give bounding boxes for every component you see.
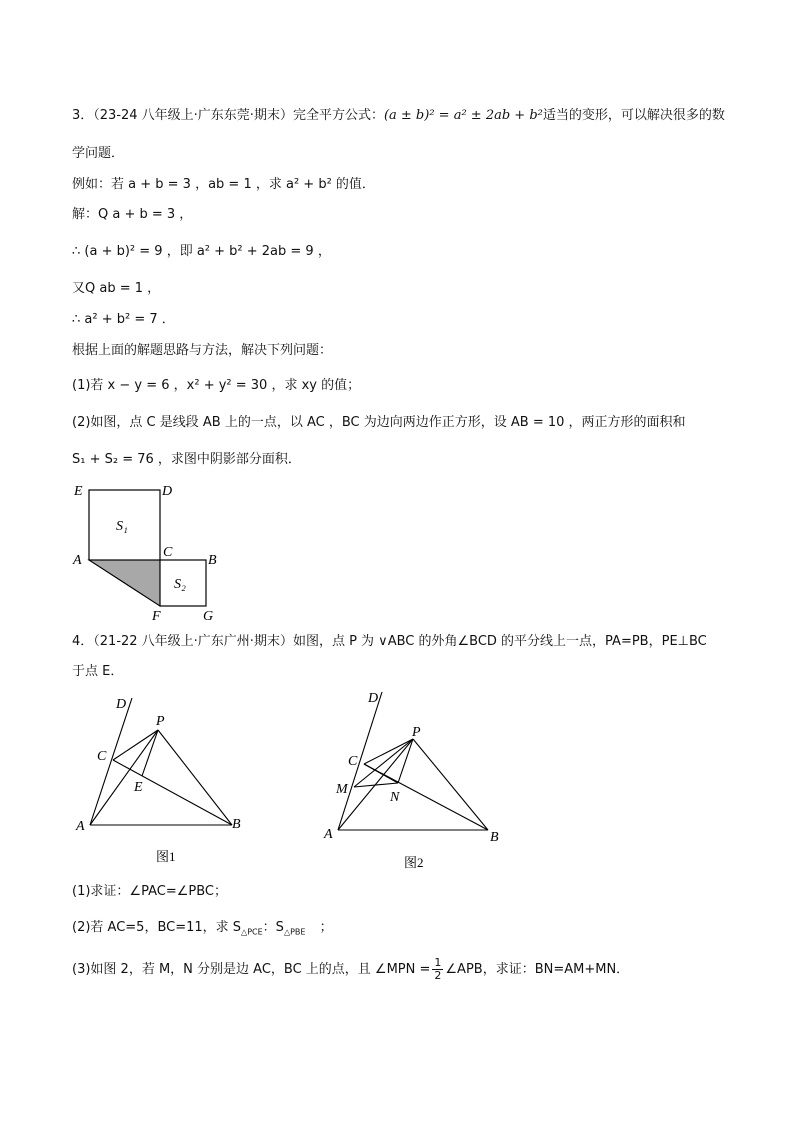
q3-solution-2: ∴ (a + b)² = 9 ，即 a² + b² + 2ab = 9 ， — [72, 244, 331, 259]
q4-figure-2 — [320, 686, 520, 876]
label-b: B — [208, 553, 217, 568]
line-ad — [338, 692, 382, 830]
fig1-label-d: D — [116, 697, 127, 712]
q4-part-2-colon: ：S — [262, 920, 284, 935]
q3-formula-main: (a ± b)² = a² ± 2ab + b² — [383, 108, 543, 123]
q4-part-2 — [72, 919, 333, 942]
label-s1: S₁ — [116, 519, 128, 534]
fraction-numerator: 1 — [434, 956, 442, 969]
label-d: D — [162, 484, 173, 499]
line-pb — [158, 730, 232, 825]
fig2-caption: 图2 — [404, 855, 424, 870]
q4-part-2-end: ； — [319, 920, 333, 935]
q3-solution-1: 解：Q a + b = 3 ， — [72, 207, 193, 222]
q3-instruction: 根据上面的解题思路与方法，解决下列问题： — [72, 343, 333, 358]
fig2-label-p: P — [412, 725, 421, 740]
line-pb — [413, 739, 488, 830]
fraction-denominator: 2 — [434, 969, 442, 982]
label-f: F — [152, 609, 161, 623]
fig2-label-n: N — [390, 790, 400, 805]
fig1-label-p: P — [156, 714, 165, 729]
half-fraction — [432, 957, 443, 982]
fig2-label-d: D — [368, 691, 379, 706]
fig1-label-e: E — [134, 780, 143, 795]
q3-solution-3: 又Q ab = 1 ， — [72, 281, 161, 296]
label-s2: S₂ — [174, 577, 186, 592]
q3-example: 例如：若 a + b = 3 ，ab = 1 ，求 a² + b² 的值． — [72, 177, 375, 192]
q4-part-2-sub-2: △PBE — [283, 927, 306, 937]
label-g: G — [203, 609, 214, 623]
fig1-label-c: C — [97, 749, 107, 764]
q4-part-3-text-a: (3)如图 2，若 M，N 分别是边 AC，BC 上的点，且 ∠MPN = — [72, 962, 431, 977]
q3-part-1: (1)若 x − y = 6 ，x² + y² = 30 ，求 xy 的值； — [72, 378, 361, 393]
line-cb — [113, 760, 232, 825]
q4-figure-1 — [70, 690, 260, 870]
fig1-caption: 图1 — [156, 849, 176, 864]
q4-stem-line-2: 于点 E． — [72, 664, 124, 679]
q4-part-3-text-b: ∠APB，求证：BN=AM+MN． — [445, 962, 630, 977]
q3-stem-line-1 — [72, 107, 725, 125]
q3-stem-b: 适当的变形，可以解决很多的数 — [542, 108, 725, 123]
fig2-label-b: B — [490, 830, 499, 845]
line-pe — [142, 730, 158, 776]
fig2-label-c: C — [348, 754, 358, 769]
q3-part-2-line-2: S₁ + S₂ = 76 ，求图中阴影部分面积． — [72, 452, 301, 467]
q3-stem-line-2: 学问题． — [72, 146, 125, 161]
q4-part-3 — [72, 957, 629, 982]
q3-part-2-line-1: (2)如图，点 C 是线段 AB 上的一点，以 AC ，BC 为边向两边作正方形，设 AB = 10 ，两正方形的面积和 — [72, 415, 686, 430]
q4-part-1: (1)求证：∠PAC=∠PBC； — [72, 884, 227, 899]
q3-squares-figure — [66, 478, 236, 623]
line-cn — [364, 764, 398, 783]
q3-solution-4: ∴ a² + b² = 7 ． — [72, 312, 175, 327]
q4-stem-line-1: 4．（21-22 八年级上·广东广州·期末）如图，点 P 为 ∨ABC 的外角∠BCD 的平分线上一点，PA=PB，PE⊥BC — [72, 634, 707, 649]
q3-stem-a: 3．（23-24 八年级上·广东东莞·期末）完全平方公式： — [72, 108, 384, 123]
fig1-label-a: A — [76, 819, 85, 834]
q4-part-2-text: (2)若 AC=5，BC=11，求 S — [72, 920, 242, 935]
label-c: C — [163, 545, 173, 560]
line-mp — [354, 739, 413, 787]
fig1-label-b: B — [232, 817, 241, 832]
label-a: A — [73, 553, 82, 568]
fig2-label-m: M — [336, 782, 348, 797]
fig2-label-a: A — [324, 827, 333, 842]
line-ap — [90, 730, 158, 825]
q4-part-2-sub-1: △PCE — [241, 927, 263, 937]
label-e: E — [74, 484, 83, 499]
